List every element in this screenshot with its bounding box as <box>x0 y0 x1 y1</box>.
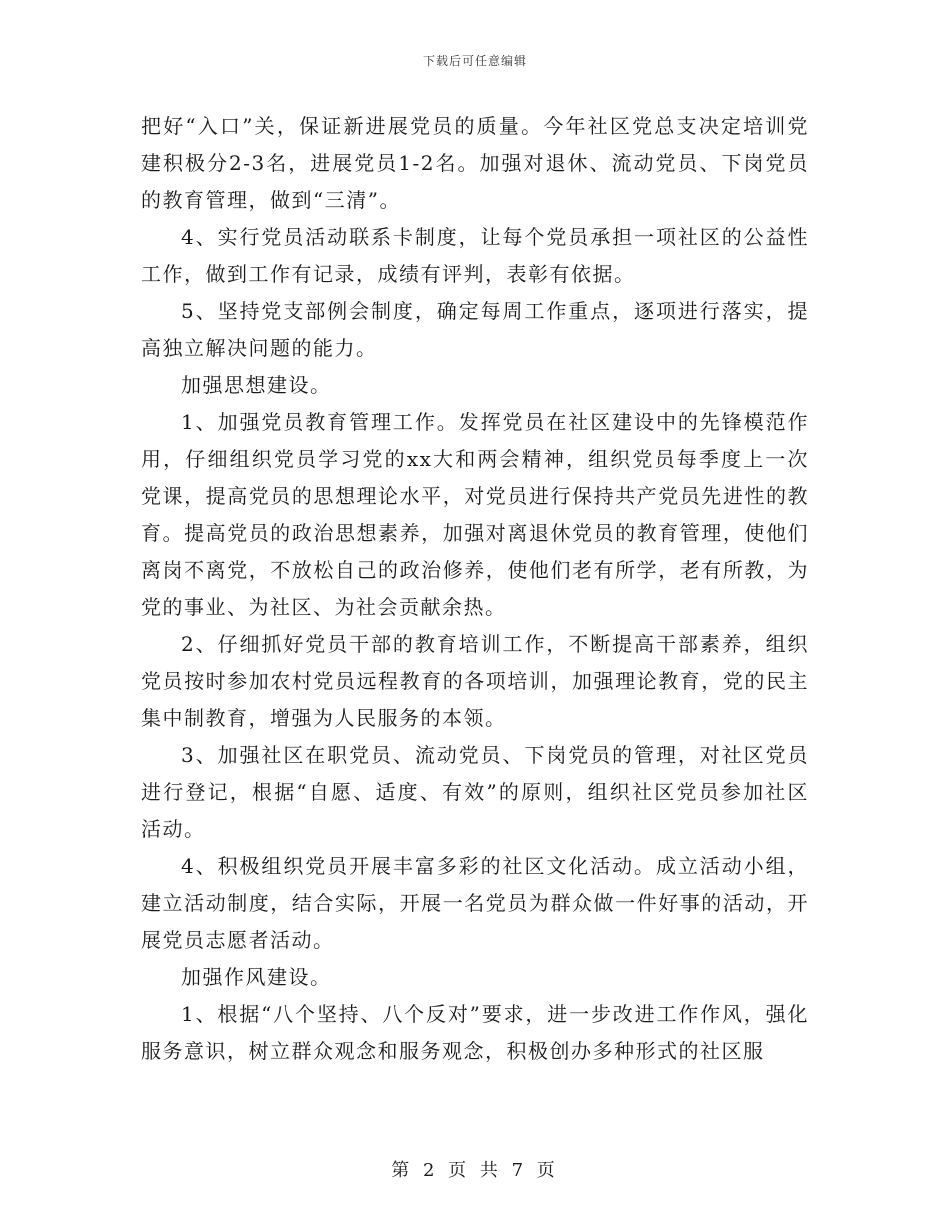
document-body <box>141 108 809 1070</box>
paragraph-2: 5、坚持党支部例会制度，确定每周工作重点，逐项进行落实，提高独立解决问题的能力。 <box>141 299 809 360</box>
paragraph-4: 1、加强党员教育管理工作。发挥党员在社区建设中的先锋模范作用，仔细组织党员学习党的xx大和两会精神，组织党员每季度上一次党课，提高党员的思想理论水平，对党员进行保持共产党员先进性的教育。提高党员的政治思想素养，加强对离退休党员的教育管理，使他们离岗不离党，不放松自己的政治修养，使他们老有所学，老有所教，为党的事业、为社区、为社会贡献余热。 <box>141 410 809 619</box>
page-header-note: 下载后可任意编辑 <box>422 54 527 68</box>
paragraph-5: 2、仔细抓好党员干部的教育培训工作，不断提高干部素养，组织党员按时参加农村党员远程教育的各项培训，加强理论教育，党的民主集中制教育，增强为人民服务的本领。 <box>141 632 809 730</box>
paragraph-7: 4、积极组织党员开展丰富多彩的社区文化活动。成立活动小组，建立活动制度，结合实际，开展一名党员为群众做一件好事的活动，开展党员志愿者活动。 <box>141 854 809 952</box>
paragraph-9: 1、根据“八个坚持、八个反对”要求，进一步改进工作作风，强化服务意识，树立群众观念和服务观念，积极创办多种形式的社区服 <box>141 1002 809 1063</box>
paragraph-0: 把好“入口”关，保证新进展党员的质量。今年社区党总支决定培训党建积极分2-3名，进展党员1-2名。加强对退休、流动党员、下岗党员的教育管理，做到“三清”。 <box>141 114 809 212</box>
paragraph-6: 3、加强社区在职党员、流动党员、下岗党员的管理，对社区党员进行登记，根据“自愿、适度、有效”的原则，组织社区党员参加社区活动。 <box>141 743 809 841</box>
section-heading-style: 加强作风建设。 <box>181 965 332 989</box>
section-heading-ideology: 加强思想建设。 <box>181 373 332 397</box>
page-number: 第 2 页 共 7 页 <box>391 1160 559 1181</box>
paragraph-1: 4、实行党员活动联系卡制度，让每个党员承担一项社区的公益性工作，做到工作有记录，成绩有评判，表彰有依据。 <box>141 225 809 286</box>
